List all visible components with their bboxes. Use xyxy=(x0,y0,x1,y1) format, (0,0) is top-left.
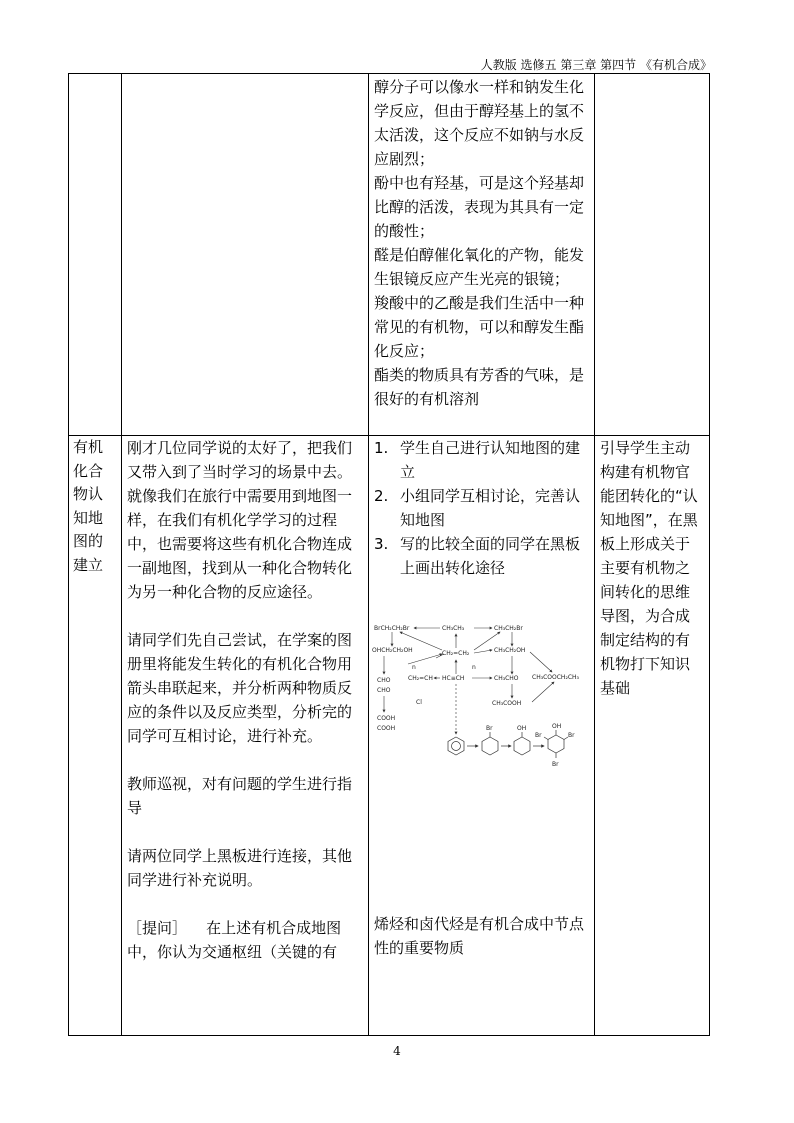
compound-label: COOH xyxy=(377,725,396,732)
compound-label: OH xyxy=(517,725,527,732)
teacher-paragraph: 请同学们先自己尝试，在学案的图册里将能发生转化的有机化合物用箭头串联起来，并分析两种物质反应的条件以及反应类型，分析完的同学可互相讨论，进行补充。 xyxy=(127,631,353,745)
stage-cell xyxy=(69,74,122,436)
lesson-table xyxy=(68,73,710,1036)
benzene-rings xyxy=(448,730,568,758)
design-intent-cell: 引导学生主动构建有机物官能团转化的“认知地图”，在黑板上形成关于主要有机物之间转化的思维导图，为合成制定结构的有机物打下知识基础 xyxy=(595,436,710,1036)
compound-label: BrCH₂CH₂Br xyxy=(374,625,410,632)
compound-label: CH₃COOH xyxy=(492,700,522,707)
paragraph-ester: 酯类的物质具有芳香的气味，是很好的有机溶剂 xyxy=(374,366,585,408)
conversion-map-svg xyxy=(372,622,588,782)
paragraph-acid: 羧酸中的乙酸是我们生活中一种常见的有机物，可以和醇发生酯化反应； xyxy=(374,294,585,360)
compound-label: CH₃CH₂OH xyxy=(494,647,526,654)
list-item: 1. 学生自己进行认知地图的建立 xyxy=(374,439,581,481)
design-intent-cell xyxy=(595,74,710,436)
teacher-activity-cell xyxy=(122,74,369,436)
compound-label: CHO xyxy=(377,677,391,684)
compound-label: CH₂=CH xyxy=(408,675,433,682)
compound-label: OHCH₂CH₂OH xyxy=(372,647,413,654)
key-substance-note: 烯烃和卤代烃是有机合成中节点性的重要物质 xyxy=(374,915,585,957)
list-item: 3. 写的比较全面的同学在黑板上画出转化途径 xyxy=(374,535,581,577)
compound-label: Br xyxy=(535,732,542,739)
compound-label: OH xyxy=(552,723,562,730)
teacher-activity-cell xyxy=(122,436,369,1036)
paragraph-alcohol: 醇分子可以像水一样和钠发生化学反应，但由于醇羟基上的氢不太活泼，这个反应不如钠与水反应剧烈； xyxy=(374,78,585,168)
table-row xyxy=(69,436,710,1036)
conversion-map-diagram xyxy=(372,622,589,789)
compound-label: CH₃CH₂Br xyxy=(494,625,523,632)
compound-label: CH₂=CH₂ xyxy=(442,650,470,657)
teacher-paragraph: 刚才几位同学说的太好了，把我们又带入到了当时学习的场景中去。 xyxy=(127,439,353,481)
compound-label: COOH xyxy=(377,715,396,722)
compound-label: Br xyxy=(552,761,559,768)
compound-label: n xyxy=(412,664,416,671)
compound-label: Br xyxy=(568,732,575,739)
question-paragraph: ［提问］ 在上述有机合成地图中，你认为交通枢纽（关键的有 xyxy=(127,919,342,961)
student-activity-cell xyxy=(369,74,595,436)
compound-label: CH₃COOCH₂CH₃ xyxy=(532,674,579,681)
compound-label: Cl xyxy=(416,699,422,706)
running-header: 人教版 选修五 第三章 第四节 《有机合成》 xyxy=(480,58,712,72)
student-steps-list xyxy=(374,436,589,580)
compound-label: Br xyxy=(486,725,493,732)
table-row xyxy=(69,74,710,436)
compound-label: CH₃CH₃ xyxy=(442,625,465,632)
page-number: 4 xyxy=(393,1044,401,1058)
teacher-paragraph: 就像我们在旅行中需要用到地图一样，在我们有机化学学习的过程中，也需要将这些有机化合物连成一副地图，找到从一种化合物转化为另一种化合物的反应途径。 xyxy=(127,487,353,601)
compound-label: CH₃CHO xyxy=(494,675,519,682)
compound-label: HC≡CH xyxy=(442,675,465,682)
compound-label: CHO xyxy=(377,687,391,694)
teacher-paragraph: 请两位同学上黑板进行连接，其他同学进行补充说明。 xyxy=(127,847,353,889)
teacher-paragraph: 教师巡视，对有问题的学生进行指导 xyxy=(127,775,353,817)
paragraph-aldehyde: 醛是伯醇催化氧化的产物，能发生银镜反应产生光亮的银镜； xyxy=(374,246,585,288)
paragraph-phenol: 酚中也有羟基，可是这个羟基却比醇的活泼，表现为其具有一定的酸性； xyxy=(374,174,585,240)
compound-label: n xyxy=(472,664,476,671)
student-activity-cell xyxy=(369,436,595,1036)
list-item: 2. 小组同学互相讨论，完善认知地图 xyxy=(374,487,581,529)
stage-cell: 有机化合物认知地图的建立 xyxy=(69,436,122,1036)
